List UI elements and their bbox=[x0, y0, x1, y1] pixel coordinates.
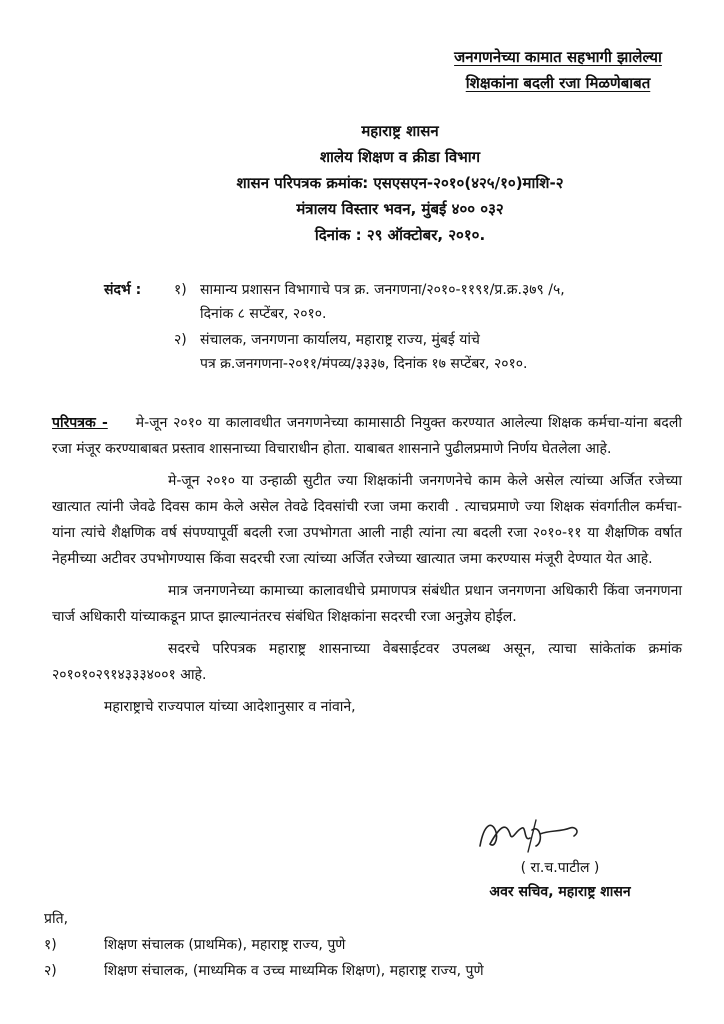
reference-line: संचालक, जनगणना कार्यालय, महाराष्ट्र राज्य, मुंबई यांचे bbox=[200, 332, 480, 348]
copy-to-label: प्रति, bbox=[44, 911, 69, 927]
office-address: मंत्रालय विस्तार भवन, मुंबई ४०० ०३२ bbox=[296, 200, 504, 218]
copy-to-item bbox=[44, 932, 684, 958]
copy-to-text: शिक्षण संचालक, (माध्यमिक व उच्च माध्यमिक शिक्षण), महाराष्ट्र राज्य, पुणे bbox=[104, 963, 484, 979]
copy-to-number: २) bbox=[44, 963, 57, 979]
paragraph-text: मे-जून २०१० या कालावधीत जनगणनेच्या कामासाठी नियुक्त करण्यात आलेल्या शिक्षक कर्मचा-यांना बदली रजा मंजूर करण्याबाबत प्रस्ताव शासनाच्या विचाराधीन होता. याबाबत शासनाने पुढीलप्रमाणे निर्णय घेतलेला आहे. bbox=[52, 415, 682, 457]
reference-line: दिनांक ८ सप्टेंबर, २०१०. bbox=[200, 306, 327, 322]
reference-item bbox=[104, 278, 684, 326]
closing-line: महाराष्ट्राचे राज्यपाल यांच्या आदेशानुसार व नांवाने, bbox=[104, 699, 356, 715]
circular-body bbox=[52, 410, 682, 720]
handwritten-signature bbox=[470, 812, 590, 858]
circular-number: शासन परिपत्रक क्रमांक: एसएसएन-२०१०(४२५/१०)माशि-२ bbox=[236, 174, 564, 192]
body-paragraph-3: मात्र जनगणनेच्या कामाच्या कालावधीचे प्रमाणपत्र संबंधीत प्रधान जनगणना अधिकारी किंवा जनगणना चार्ज अधिकारी यांच्याकडून प्राप्त झाल्यानंतरच संबंधित शिक्षकांना सदरची रजा अनुज्ञेय होईल. bbox=[52, 583, 682, 625]
department-name: शालेय शिक्षण व क्रीडा विभाग bbox=[319, 148, 481, 166]
government-name: महाराष्ट्र शासन bbox=[361, 122, 439, 140]
circular-date: दिनांक : २९ ऑक्टोबर, २०१०. bbox=[314, 226, 486, 244]
letterhead bbox=[200, 118, 600, 248]
body-paragraph-1 bbox=[52, 410, 682, 462]
reference-item bbox=[104, 328, 684, 376]
subject-heading bbox=[418, 44, 698, 96]
signature-block bbox=[440, 812, 680, 904]
circular-label: परिपत्रक - bbox=[52, 415, 108, 431]
reference-line: पत्र क्र.जनगणना-२०११/मंपव्य/३३३७, दिनांक १७ सप्टेंबर, २०१०. bbox=[200, 356, 528, 372]
subject-line-1: जनगणनेच्या कामात सहभागी झालेल्या bbox=[454, 48, 662, 66]
copy-to-section bbox=[44, 906, 684, 984]
copy-to-item bbox=[44, 958, 684, 984]
body-paragraph-4: सदरचे परिपत्रक महाराष्ट्र शासनाच्या वेबसाईटवर उपलब्ध असून, त्याचा सांकेतांक क्रमांक २०१०१०२९१४३३३४००१ आहे. bbox=[52, 641, 682, 683]
subject-line-2: शिक्षकांना बदली रजा मिळणेबाबत bbox=[465, 74, 651, 92]
copy-to-number: १) bbox=[44, 937, 57, 953]
reference-line: सामान्य प्रशासन विभागाचे पत्र क्र. जनगणना/२०१०-११९१/प्र.क्र.३७९ /५, bbox=[200, 282, 565, 298]
signatory-designation: अवर सचिव, महाराष्ट्र शासन bbox=[489, 884, 631, 900]
copy-to-text: शिक्षण संचालक (प्राथमिक), महाराष्ट्र राज्य, पुणे bbox=[104, 937, 346, 953]
references-label: संदर्भ : bbox=[104, 282, 142, 298]
references-section bbox=[104, 278, 684, 378]
reference-number: १) bbox=[174, 282, 187, 298]
signatory-name: ( रा.च.पाटील ) bbox=[520, 860, 600, 876]
body-paragraph-2: मे-जून २०१० या उन्हाळी सुटीत ज्या शिक्षकांनी जनगणनेचे काम केले असेल त्यांच्या अर्जित रजेच्या खात्यात त्यांनी जेवढे दिवस काम केले असेल तेवढे दिवसांची रजा जमा करावी . त्याचप्रमाणे ज्या शिक्षक संवर्गातील कर्मचा-यांना त्यांचे शैक्षणिक वर्ष संपण्यापूर्वी बदली रजा उपभोगता आली नाही त्यांना त्या बदली रजा २०१०-११ या शैक्षणिक वर्षात नेहमीच्या अटीवर उपभोगण्यास किंवा सदरची रजा त्यांच्या अर्जित रजेच्या खात्यात जमा करण्यास मंजूरी देण्यात येत आहे. bbox=[52, 473, 682, 567]
reference-number: २) bbox=[174, 332, 187, 348]
